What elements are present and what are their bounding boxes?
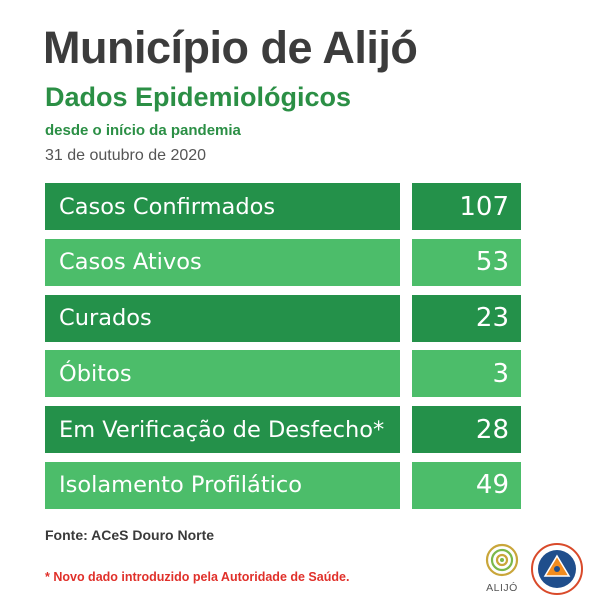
stat-label: Isolamento Profilático: [45, 462, 400, 509]
footnote: * Novo dado introduzido pela Autoridade de Saúde.: [45, 570, 350, 584]
alijo-logo: [479, 540, 525, 596]
stat-row-pending-outcome: [45, 406, 521, 453]
stat-row-active: [45, 239, 521, 286]
alijo-emblem-icon: [479, 540, 525, 582]
stat-label: Casos Ativos: [45, 239, 400, 286]
stat-value: 107: [412, 183, 521, 230]
alijo-wordmark: ALIJÓ: [486, 582, 518, 594]
report-date: 31 de outubro de 2020: [45, 147, 207, 164]
stat-value: 53: [412, 239, 521, 286]
stat-row-isolation: [45, 462, 521, 509]
stat-row-deaths: [45, 350, 521, 397]
page-title: Município de Alijó: [43, 22, 418, 73]
stat-label: Casos Confirmados: [45, 183, 400, 230]
period-label: desde o início da pandemia: [45, 122, 241, 139]
stat-label: Curados: [45, 295, 400, 342]
civil-protection-logo: [530, 542, 584, 596]
stat-row-confirmed: [45, 183, 521, 230]
stats-table: [45, 183, 521, 518]
stat-value: 49: [412, 462, 521, 509]
stat-row-recovered: [45, 295, 521, 342]
civil-protection-emblem-icon: [530, 542, 584, 596]
stat-label: Óbitos: [45, 350, 400, 397]
stat-value: 23: [412, 295, 521, 342]
stat-value: 3: [412, 350, 521, 397]
stat-value: 28: [412, 406, 521, 453]
stat-label: Em Verificação de Desfecho*: [45, 406, 400, 453]
source-note: Fonte: ACeS Douro Norte: [45, 527, 215, 543]
page-subtitle: Dados Epidemiológicos: [45, 82, 352, 112]
